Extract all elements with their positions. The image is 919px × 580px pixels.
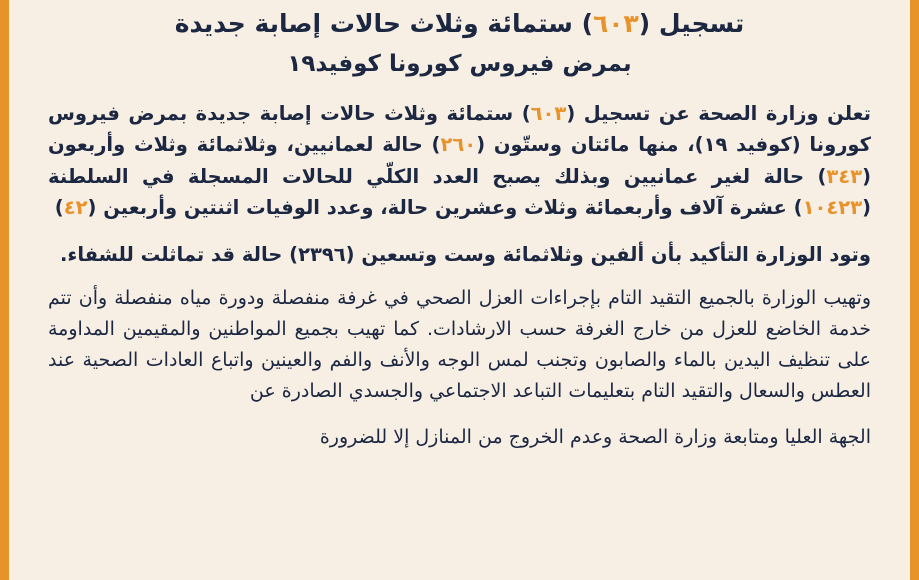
headline-prefix: تسجيل ( (638, 9, 745, 38)
p1-seg-b: ) ستمائة وثلاث حالات إصابة جديدة بمرض فيروس كورونا (كوفيد ١٩)، منها مائتان وستّون ( (48, 101, 871, 157)
poster-body (48, 98, 871, 453)
headline-case-count: ٦٠٣ (593, 9, 639, 38)
headline-suffix: ) ستمائة وثلاث حالات إصابة جديدة (174, 9, 594, 38)
headline-line-2: بمرض فيروس كورونا كوفيد١٩ (287, 51, 632, 78)
p1-seg-a: تعلن وزارة الصحة عن تسجيل ( (566, 101, 871, 125)
paragraph-new-cases (48, 98, 871, 224)
p1-num-non-omani: ٣٤٣ (826, 164, 863, 188)
headline-line-1 (48, 6, 871, 42)
p1-seg-d: ) حالة لغير عمانيين وبذلك يصبح العدد الكلّي للحالات المسجلة في السلطنة ( (48, 164, 871, 220)
p1-num-deaths: ٤٢ (63, 196, 88, 220)
p1-num-total: ١٠٤٢٣ (802, 196, 863, 220)
paragraph-guidance: وتهيب الوزارة بالجميع التقيد التام بإجراءات العزل الصحي في غرفة منفصلة ودورة مياه منفصلة وأن تتم خدمة الخاضع للعزل من خارج الغرفة حسب الارشادات. كما تهيب بجميع المواطنين والمقيمين المداومة على تنظيف اليدين بالماء والصابون وتجنب لمس الوجه والأنف والفم والعينين واتباع العادات الصحية عند العطس والسعال والتقيد التام بتعليمات التباعد الاجتماعي والجسدي الصادرة عن (48, 287, 871, 402)
p1-seg-c: ) حالة لعمانيين، وثلاثمائة وثلاث وأربعون ( (48, 133, 871, 188)
p1-num-new-cases: ٦٠٣ (530, 101, 567, 125)
p1-num-omani: ٢٦٠ (440, 133, 477, 157)
paragraph-recovered: وتود الوزارة التأكيد بأن ألفين وثلاثمائة وست وتسعين (٢٣٩٦) حالة قد تماثلت للشفاء. (59, 242, 871, 266)
paragraph-guidance-continued: الجهة العليا ومتابعة وزارة الصحة وعدم الخروج من المنازل إلا للضرورة (319, 425, 871, 448)
poster-headline (48, 6, 871, 82)
p1-seg-e: ) عشرة آلاف وأربعمائة وثلاث وعشرين حالة، وعدد الوفيات اثنتين وأربعين ( (87, 196, 803, 220)
poster-content (18, 0, 901, 580)
p1-seg-f: ) (54, 196, 64, 220)
